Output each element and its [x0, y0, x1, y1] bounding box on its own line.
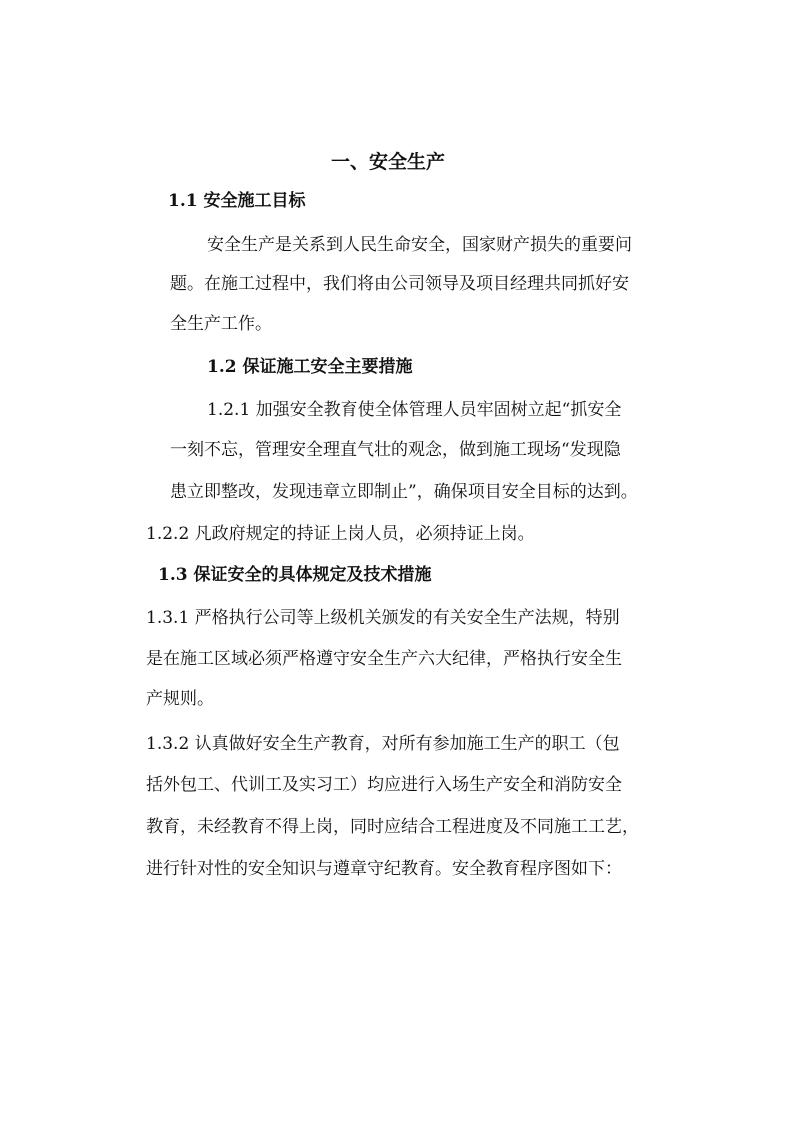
paragraph-line: 1.3.1 严格执行公司等上级机关颁发的有关安全生产法规，特别 [146, 608, 620, 628]
page-title: 一、安全生产 [331, 151, 446, 173]
paragraph-line: 1.2.2 凡政府规定的持证上岗人员，必须持证上岗。 [146, 524, 535, 544]
paragraph-line: 一刻不忘，管理安全理直气壮的观念，做到施工现场“发现隐 [170, 440, 621, 460]
paragraph-line: 进行针对性的安全知识与遵章守纪教育。安全教育程序图如下： [146, 859, 622, 879]
paragraph-line: 1.3.2 认真做好安全生产教育，对所有参加施工生产的职工（包 [146, 734, 620, 754]
paragraph-line: 患立即整改，发现违章立即制止”，确保项目安全目标的达到。 [170, 482, 638, 502]
section-heading-1-2: 1.2 保证施工安全主要措施 [207, 357, 413, 377]
paragraph-line: 题。在施工过程中，我们将由公司领导及项目经理共同抓好安 [170, 274, 629, 294]
paragraph-line: 教育，未经教育不得上岗，同时应结合工程进度及不同施工工艺， [146, 817, 639, 837]
paragraph-line: 安全生产是关系到人民生命安全，国家财产损失的重要问 [207, 235, 632, 255]
paragraph-line: 全生产工作。 [170, 314, 272, 334]
paragraph-line: 产规则。 [146, 689, 214, 709]
paragraph-line: 1.2.1 加强安全教育使全体管理人员牢固树立起“抓安全 [207, 400, 622, 420]
section-heading-1-3: 1.3 保证安全的具体规定及技术措施 [158, 565, 432, 585]
paragraph-line: 是在施工区域必须严格遵守安全生产六大纪律，严格执行安全生 [146, 649, 622, 669]
paragraph-line: 括外包工、代训工及实习工）均应进行入场生产安全和消防安全 [146, 775, 622, 795]
section-heading-1-1: 1.1 安全施工目标 [168, 191, 306, 211]
